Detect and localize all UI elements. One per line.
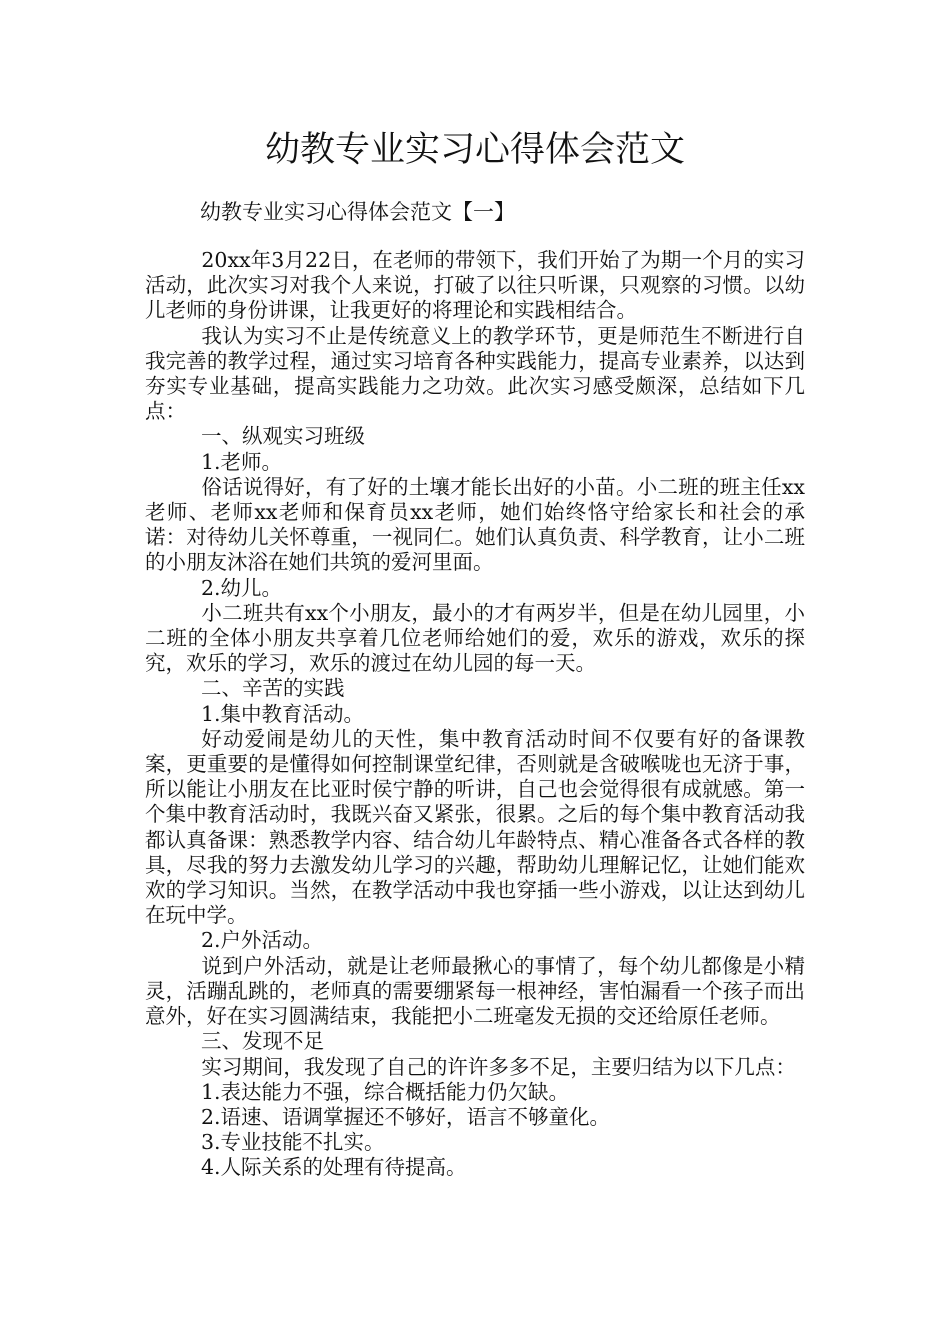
list-item: 4.人际关系的处理有待提高。 bbox=[201, 1155, 467, 1180]
paragraph: 俗话说得好，有了好的土壤才能长出好的小苗。小二班的班主任xx老师、老师xx老师和保育员xx老师，她们始终恪守给家长和社会的承诺：对待幼儿关怀尊重，一视同仁。她们认真负责、科学教育，让小二班的小朋友沐浴在她们共筑的爱河里面。 bbox=[145, 474, 805, 575]
list-item: 1.表达能力不强，综合概括能力仍欠缺。 bbox=[201, 1079, 570, 1104]
paragraph: 说到户外活动，就是让老师最揪心的事情了，每个幼儿都像是小精灵，活蹦乱跳的，老师真的需要绷紧每一根神经，害怕漏看一个孩子而出意外，好在实习圆满结束，我能把小二班毫发无损的交还给原任老师。 bbox=[145, 953, 805, 1029]
subsection-heading: 2.幼儿。 bbox=[201, 575, 283, 600]
paragraph: 好动爱闹是幼儿的天性，集中教育活动时间不仅要有好的备课教案，更重要的是懂得如何控制课堂纪律，否则就是含破喉咙也无济于事，所以能让小朋友在比亚时侯宁静的听讲，自己也会觉得很有成就感。第一个集中教育活动时，我既兴奋又紧张，很累。之后的每个集中教育活动我都认真备课：熟悉教学内容、结合幼儿年龄特点、精心准备各式各样的教具，尽我的努力去激发幼儿学习的兴趣，帮助幼儿理解记忆，让她们能欢欢的学习知识。当然，在教学活动中我也穿插一些小游戏，以让达到幼儿在玩中学。 bbox=[145, 726, 805, 928]
document-title: 幼教专业实习心得体会范文 bbox=[264, 130, 685, 170]
list-item: 3.专业技能不扎实。 bbox=[201, 1130, 385, 1155]
document-body bbox=[145, 248, 805, 1181]
paragraph: 20xx年3月22日，在老师的带领下，我们开始了为期一个月的实习活动，此次实习对我个人来说，打破了以往只听课，只观察的习惯。以幼儿老师的身份讲课，让我更好的将理论和实践相结合。 bbox=[145, 248, 805, 323]
section-heading: 二、辛苦的实践 bbox=[201, 676, 345, 701]
paragraph: 我认为实习不止是传统意义上的教学环节，更是师范生不断进行自我完善的教学过程，通过实习培育各种实践能力，提高专业素养，以达到夯实专业基础，提高实践能力之功效。此次实习感受颇深，总结如下几点： bbox=[145, 323, 805, 424]
subsection-heading: 2.户外活动。 bbox=[201, 928, 324, 953]
paragraph: 实习期间，我发现了自己的许许多多不足，主要归结为以下几点： bbox=[201, 1054, 796, 1079]
document-subtitle: 幼教专业实习心得体会范文【一】 bbox=[200, 200, 515, 224]
subsection-heading: 1.老师。 bbox=[201, 449, 283, 474]
subsection-heading: 1.集中教育活动。 bbox=[201, 701, 365, 726]
paragraph: 小二班共有xx个小朋友，最小的才有两岁半，但是在幼儿园里，小二班的全体小朋友共享着几位老师给她们的爱，欢乐的游戏，欢乐的探究，欢乐的学习，欢乐的渡过在幼儿园的每一天。 bbox=[145, 600, 805, 676]
section-heading: 三、发现不足 bbox=[201, 1029, 324, 1054]
section-heading: 一、纵观实习班级 bbox=[201, 424, 365, 449]
list-item: 2.语速、语调掌握还不够好，语言不够童化。 bbox=[201, 1104, 611, 1129]
